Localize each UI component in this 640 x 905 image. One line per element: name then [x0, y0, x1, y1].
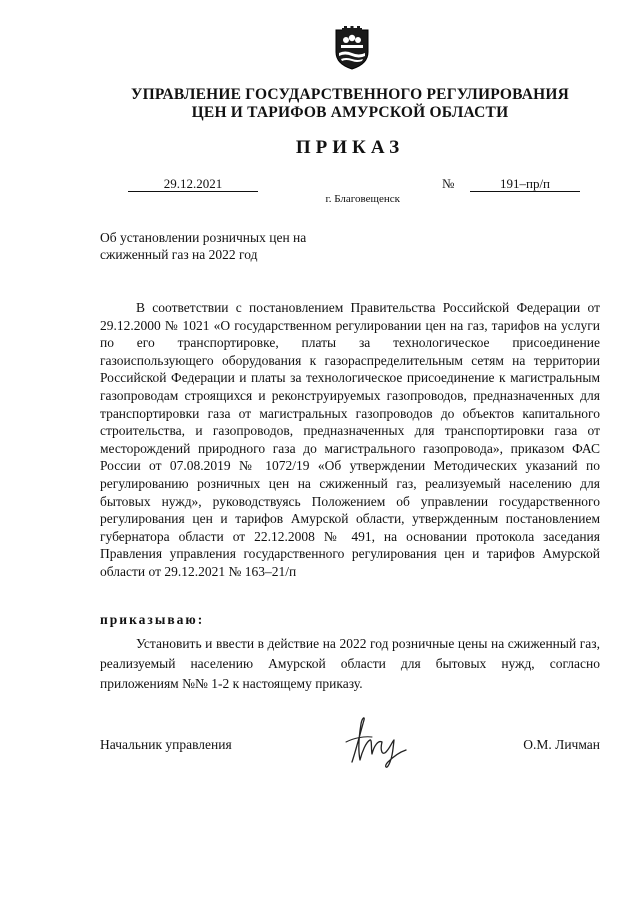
preamble-text — [100, 299, 600, 581]
order-subject — [100, 229, 360, 263]
city-label: г. Благовещенск — [325, 193, 400, 205]
decision-paragraph: Установить и ввести в действие на 2022 год розничные цены на сжиженный газ, реализуемый населению Амурской области для бытовых нужд, согласно приложениям №№ 1-2 к настоящему приказу. — [100, 636, 600, 691]
subject-line1: Об установлении розничных цен на — [100, 230, 307, 245]
number-sign: № — [442, 176, 455, 191]
order-date: 29.12.2021 — [128, 176, 258, 192]
subject-line2: сжиженный газ на 2022 год — [100, 247, 258, 262]
order-directive: приказываю: — [100, 612, 205, 627]
handwritten-signature-icon — [338, 712, 410, 770]
organization-name-line1: УПРАВЛЕНИЕ ГОСУДАРСТВЕННОГО РЕГУЛИРОВАНИЯ — [131, 86, 569, 103]
signer-position: Начальник управления — [100, 737, 232, 752]
coat-of-arms-icon — [333, 26, 371, 70]
organization-name-line2: ЦЕН И ТАРИФОВ АМУРСКОЙ ОБЛАСТИ — [191, 104, 509, 121]
document-type-title: ПРИКАЗ — [295, 137, 405, 158]
preamble-paragraph: В соответствии с постановлением Правительства Российской Федерации от 29.12.2000 № 1021 «О государственном регулировании цен на газ, тарифов на услуги по его транспортировке, платы за технологическое присоединение газоиспользующего оборудования к газораспределительным сетям на территории Российской Федерации и платы за технологическое присоединение к магистральным газопроводам строящихся и реконструируемых газопроводов, предназначенных для транспортировки газа от магистральных газопроводов до объектов капитального строительства, и газопроводов, предназначенных для транспортировки газа от месторождений природного газа до магистрального газопровода», приказом ФАС России от 07.08.2019 № 1072/19 «Об утверждении Методических указаний по регулированию розничных цен на сжиженный газ, реализуемый населению для бытовых нужд», руководствуясь Положением об управлении государственного регулирования цен и тарифов Амурской области, утвержденным постановлением губернатора области от 22.12.2008 № 491, на основании протокола заседания Правления управления государственного регулирования цен и тарифов Амурской области от 29.12.2021 № 163–21/п — [100, 300, 600, 579]
signer-name: О.М. Личман — [523, 737, 600, 752]
order-number: 191–пр/п — [470, 176, 580, 192]
